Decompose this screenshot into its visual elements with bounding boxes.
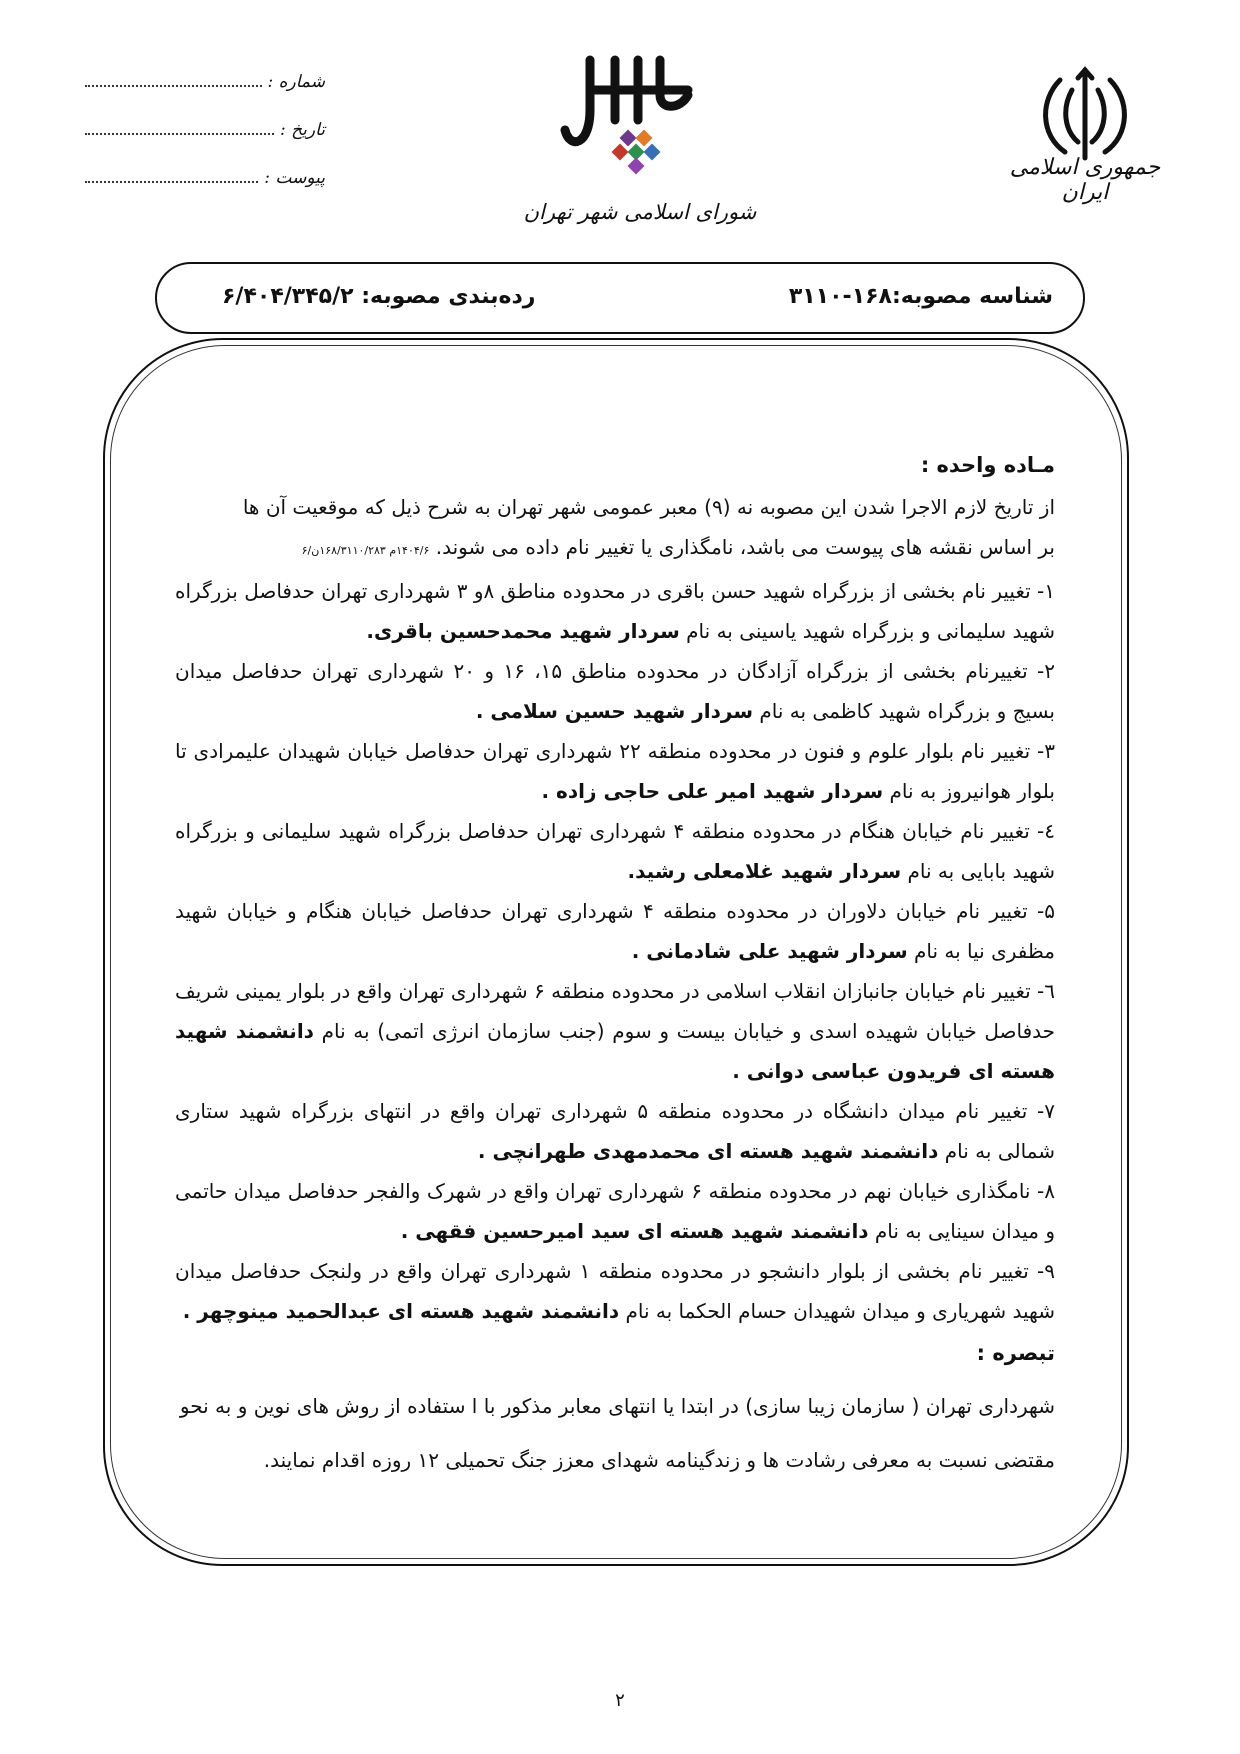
intro-reference: ۱۴۰۴/۶م ۱۶۸/۳۱۱۰/۲۸۳ن/۶ [301,544,430,557]
item-new-name: دانشمند شهید هسته ای عبدالحمید مینوچهر . [182,1299,620,1323]
list-item [175,731,1055,811]
meta-number-field [85,72,325,92]
item-text: ۹- تغییر نام بخشی از بلوار دانشجو در محدوده منطقه ۱ شهرداری تهران واقع در ولنجک حدفاصل میدان شهید شهریاری و میدان شهیدان حسام الحکما به نام [175,1259,1055,1323]
council-name: شورای اسلامی شهر تهران [523,200,757,224]
dotted-line [85,84,262,87]
intro-line [175,527,1055,571]
item-new-name: دانشمند شهید هسته ای فریدون عباسی دوانی . [175,1019,1055,1083]
note-heading: تبصره : [976,1341,1055,1365]
intro-line: از تاریخ لازم الاجرا شدن این مصوبه نه (۹) معبر عمومی شهر تهران به شرح ذیل که موقعیت آن ها [242,495,1055,519]
item-new-name: سردار شهید غلامعلی رشید. [627,859,902,883]
item-text: ۱- تغییر نام بخشی از بزرگراه شهید حسن باقری در محدوده مناطق ۸و ۳ شهرداری تهران حدفاصل بزرگراه شهید سلیمانی و بزرگراه شهید یاسینی به نام [175,579,1055,643]
list-item [175,891,1055,971]
meta-attachment-field [85,168,325,188]
country-name: جمهوری اسلامی ایران [1009,155,1161,205]
list-item [175,811,1055,891]
item-text: ۵- تغییر نام خیابان دلاوران در محدوده منطقه ۴ شهرداری تهران حدفاصل خیابان هنگام و خیابان شهید مظفری نیا به نام [175,899,1055,963]
meta-date-label: تاریخ : [280,120,325,140]
item-new-name: سردار شهید علی شادمانی . [631,939,908,963]
dotted-line [85,180,258,183]
meta-attachment-label: پیوست : [264,168,325,188]
tehran-council-logo-icon [560,50,710,200]
item-new-name: سردار شهید حسین سلامی . [475,699,754,723]
item-new-name: دانشمند شهید هسته ای سید امیرحسین فقهی . [400,1219,869,1243]
dotted-line [85,132,274,135]
note-text: شهرداری تهران ( سازمان زیبا سازی) در ابتدا یا انتهای معابر مذکور با ا ستفاده از روش های نوین و به نحو مقتضی نسبت به معرفی رشادت ها و زندگینامه شهدای معزز جنگ تحمیلی ۱۲ روزه اقدام نمایند. [179,1394,1055,1472]
item-new-name: سردار شهید محمدحسین باقری. [366,619,680,643]
list-item [175,1251,1055,1331]
list-item [175,1091,1055,1171]
list-item [175,651,1055,731]
list-item [175,971,1055,1091]
meta-number-label: شماره : [267,72,325,92]
meta-date-field [85,120,325,140]
iran-emblem-icon [1030,60,1140,170]
resolution-id: شناسه مصوبه:۱۶۸-۳۱۱۰ [788,284,1053,309]
item-text: ۷- تغییر نام میدان دانشگاه در محدوده منطقه ۵ شهرداری تهران واقع در انتهای بزرگراه شهید ستاری شمالی به نام [175,1099,1055,1163]
item-text: ۲- تغییرنام بخشی از بزرگراه آزادگان در محدوده مناطق ۱۵، ۱۶ و ۲۰ شهرداری تهران حدفاصل میدان بسیج و بزرگراه شهید کاظمی به نام [175,659,1056,723]
page-number: ۲ [615,1690,625,1711]
resolution-classification: رده‌بندی مصوبه: ۶/۴۰۴/۳۴۵/۲ [222,284,536,309]
list-item [175,571,1055,651]
single-article-heading: مـاده واحده : [920,453,1055,477]
resolution-body [175,445,1055,1487]
item-text: ٤- تغییر نام خیابان هنگام در محدوده منطقه ۴ شهرداری تهران حدفاصل بزرگراه شهید سلیمانی و بزرگراه شهید بابایی به نام [175,819,1055,883]
intro-paragraph [175,487,1055,571]
item-text: ۳- تغییر نام بلوار علوم و فنون در محدوده منطقه ۲۲ شهرداری تهران حدفاصل خیابان شهیدان علیمرادی تا بلوار هوانیروز به نام [175,739,1056,803]
list-item [175,1171,1055,1251]
item-text: ۸- نامگذاری خیابان نهم در محدوده منطقه ۶ شهرداری تهران واقع در شهرک والفجر حدفاصل میدان حاتمی و میدان سینایی به نام [175,1179,1055,1243]
item-new-name: دانشمند شهید هسته ای محمدمهدی طهرانچی . [477,1139,939,1163]
resolution-identifier-box [155,262,1085,334]
item-new-name: سردار شهید امیر علی حاجی زاده . [541,779,884,803]
intro-text: بر اساس نقشه های پیوست می باشد، نامگذاری یا تغییر نام داده می شوند. [435,535,1055,559]
item-text: ٦- تغییر نام خیابان جانبازان انقلاب اسلامی در محدوده منطقه ۶ شهرداری تهران واقع در بلوار یمینی شریف حدفاصل خیابان شهیده اسدی و خیابان بیست و سوم (جنب سازمان انرژی اتمی) به نام [175,979,1056,1043]
